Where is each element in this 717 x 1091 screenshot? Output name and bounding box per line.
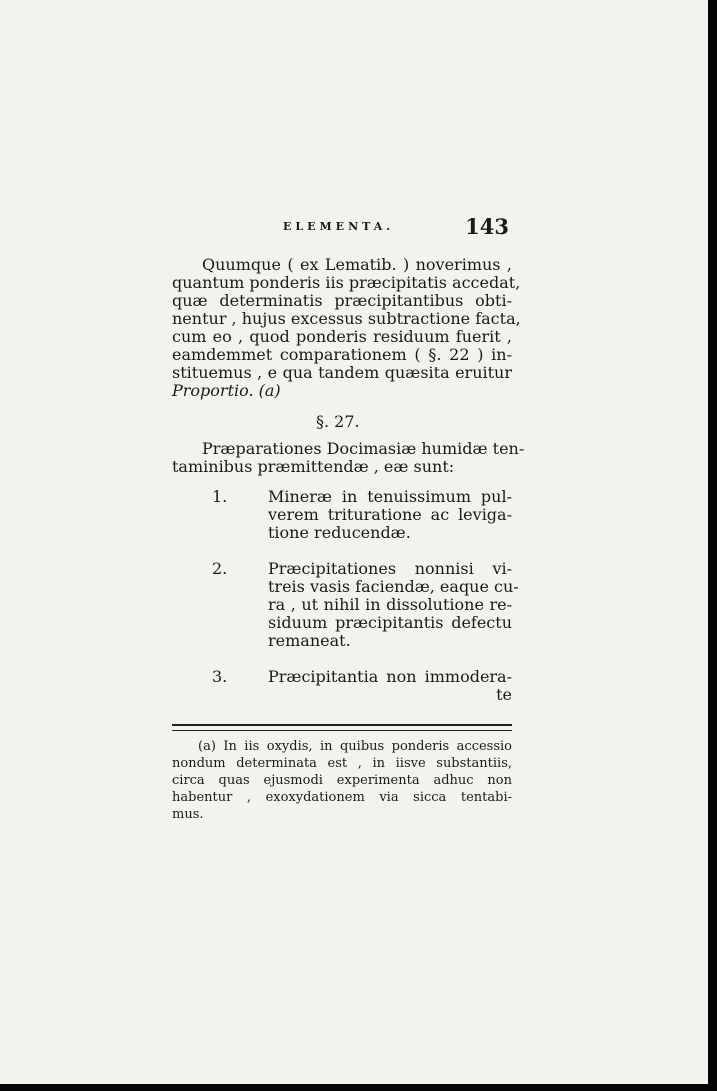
text-line: Præcipitantia non immodera-	[268, 667, 512, 686]
text-line: te	[496, 685, 512, 704]
text-line: Mineræ in tenuissimum pul-	[268, 487, 512, 506]
text-line: nentur , hujus excessus subtractione facta,	[172, 309, 521, 328]
footnote-line: nondum determinata est , in iisve substantiis,	[172, 756, 512, 771]
text-line: eamdemmet comparationem ( §. 22 ) in-	[172, 345, 512, 364]
text-line: remaneat.	[268, 631, 351, 650]
paragraph-1	[172, 255, 521, 400]
footnote-rule	[172, 730, 512, 731]
text-line: cum eo , quod ponderis residuum fuerit ,	[172, 327, 512, 346]
list-number: 3.	[212, 667, 228, 686]
text-line: stituemus , e qua tandem quæsita eruitur	[172, 363, 512, 382]
page-number: 143	[465, 214, 509, 239]
footnote-line: mus.	[172, 807, 204, 822]
text-line: quæ determinatis præcipitantibus obti-	[172, 291, 512, 310]
list-number: 1.	[212, 487, 228, 506]
scan-border-bottom	[0, 1084, 717, 1091]
page-header	[283, 214, 509, 244]
text-line: quantum ponderis iis præcipitatis accedat,	[172, 273, 521, 292]
text-line: Præcipitationes nonnisi vi-	[268, 559, 512, 578]
text-line: Quumque ( ex Lematib. ) noverimus ,	[202, 255, 512, 274]
text-line: verem trituratione ac leviga-	[268, 505, 512, 524]
footnote-rule	[172, 724, 512, 726]
section-heading: §. 27.	[316, 412, 360, 431]
text-line: Præparationes Docimasiæ humidæ ten-	[202, 439, 525, 458]
list-number: 2.	[212, 559, 228, 578]
text-line: ra , ut nihil in dissolutione re-	[268, 595, 512, 614]
footnote-line: circa quas ejusmodi experimenta adhuc non	[172, 773, 512, 788]
scan-border-right	[708, 0, 717, 1091]
text-line: tione reducendæ.	[268, 523, 411, 542]
text-line: treis vasis faciendæ, eaque cu-	[268, 577, 519, 596]
text-line: siduum præcipitantis defectu	[268, 613, 512, 632]
running-head: ELEMENTA.	[283, 220, 395, 233]
footnote	[172, 738, 512, 823]
paragraph-2	[172, 439, 525, 476]
footnote-line: habentur , exoxydationem via sicca tentabi-	[172, 790, 512, 805]
text-line: taminibus præmittendæ , eæ sunt:	[172, 457, 455, 476]
footnote-line: (a) In iis oxydis, in quibus ponderis accessio	[198, 739, 512, 754]
text-line: Proportio. (a)	[172, 381, 281, 400]
